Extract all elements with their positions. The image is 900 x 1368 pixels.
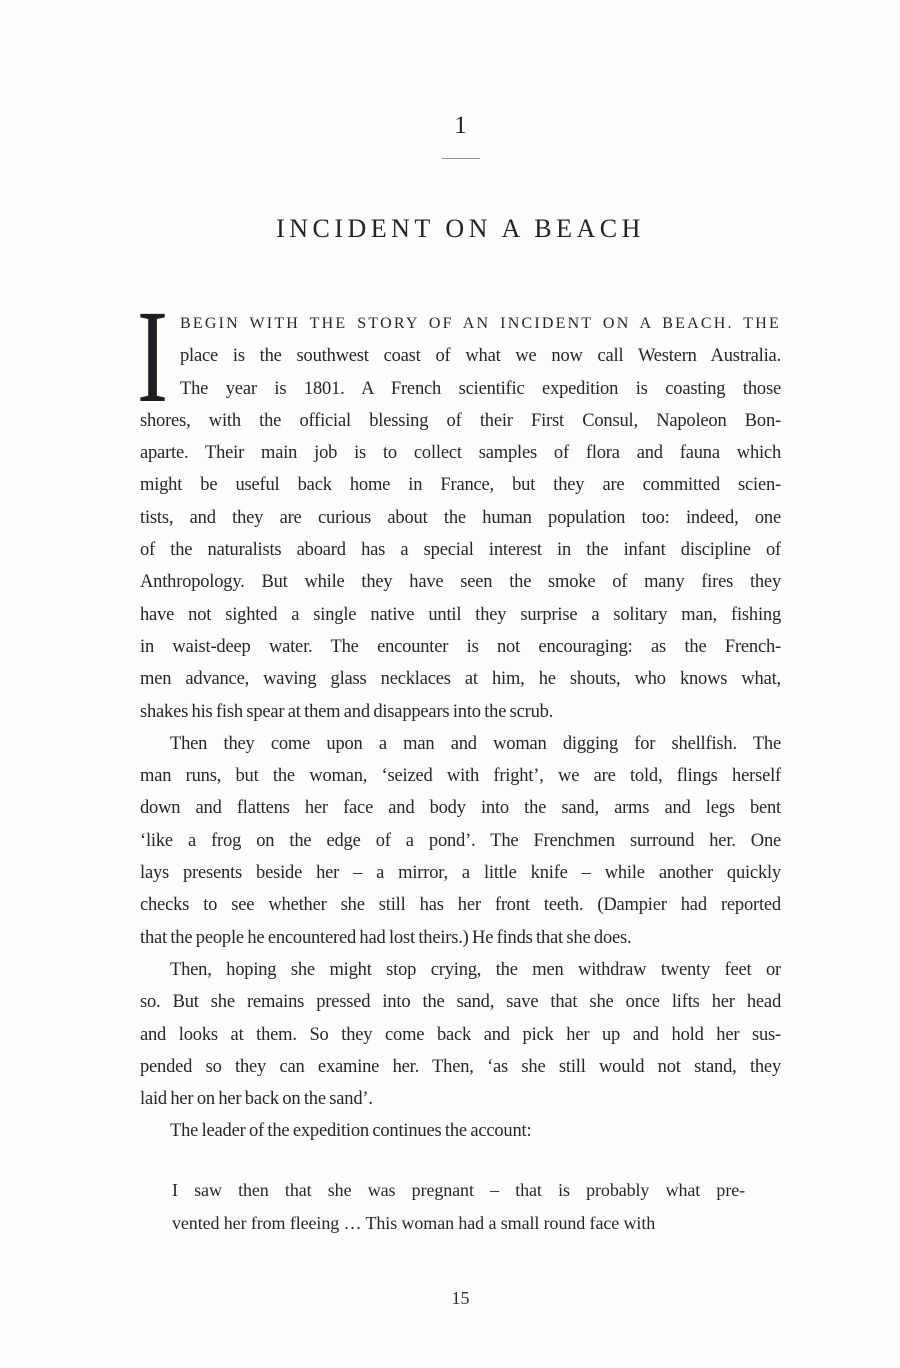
text-line: man runs, but the woman, ‘seized with fright’, we are told, flings herself (140, 766, 781, 787)
text-line: Then, hoping she might stop crying, the men withdraw twenty feet or (170, 959, 781, 980)
text-line: in waist-deep water. The encounter is not encouraging: as the French- (140, 636, 781, 657)
text-line: The leader of the expedition continues the account: (170, 1121, 532, 1142)
text-line: might be useful back home in France, but they are committed scien- (140, 475, 781, 496)
text-line: so. But she remains pressed into the sand, save that she once lifts her head (140, 992, 781, 1013)
text-line: Anthropology. But while they have seen the smoke of many fires they (140, 572, 781, 593)
chapter-rule (442, 158, 480, 159)
page-number: 15 (451, 1288, 470, 1308)
text-line: The year is 1801. A French scientific expedition is coasting those (180, 378, 781, 399)
text-line: pended so they can examine her. Then, ‘as she still would not stand, they (140, 1056, 781, 1077)
blockquote-lines (172, 1174, 745, 1240)
text-line: have not sighted a single native until they surprise a solitary man, fishing (140, 604, 781, 625)
text-line: lays presents beside her – a mirror, a little knife – while another quickly (140, 863, 781, 884)
text-line: tists, and they are curious about the human population too: indeed, one (140, 507, 781, 528)
text-line: vented her from fleeing … This woman had a small round face with (172, 1213, 656, 1233)
text-line: men advance, waving glass necklaces at him, he shouts, who knows what, (140, 669, 781, 690)
text-line: down and flattens her face and body into the sand, arms and legs bent (140, 798, 781, 819)
text-line: laid her on her back on the sand’. (140, 1089, 373, 1110)
text-line: shores, with the official blessing of their First Consul, Napoleon Bon- (140, 410, 781, 431)
text-line: ‘like a frog on the edge of a pond’. The Frenchmen surround her. One (140, 830, 781, 851)
text-line: BEGIN WITH THE STORY OF AN INCIDENT ON A BEACH. THE (180, 315, 781, 332)
text-line: I saw then that she was pregnant – that is probably what pre- (172, 1180, 745, 1200)
body-text (137, 282, 781, 1148)
blockquote (172, 1174, 745, 1240)
text-column (137, 0, 781, 1368)
text-line: of the naturalists aboard has a special interest in the infant discipline of (140, 540, 781, 561)
chapter-number: 1 (454, 112, 467, 139)
text-line: shakes his fish spear at them and disappears into the scrub. (140, 701, 554, 722)
text-line: and looks at them. So they come back and pick her up and hold her sus- (140, 1024, 781, 1045)
text-line: that the people he encountered had lost theirs.) He finds that she does. (140, 927, 632, 948)
text-line: Then they come upon a man and woman digging for shellfish. The (170, 733, 781, 754)
dropcap-letter: I (137, 282, 168, 430)
text-line: aparte. Their main job is to collect samples of flora and fauna which (140, 443, 781, 464)
chapter-title: INCIDENT ON A BEACH (276, 214, 645, 243)
paragraph-lines (140, 308, 781, 1148)
text-line: checks to see whether she still has her front teeth. (Dampier had reported (140, 895, 781, 916)
text-line: place is the southwest coast of what we now call Western Australia. (180, 346, 781, 367)
